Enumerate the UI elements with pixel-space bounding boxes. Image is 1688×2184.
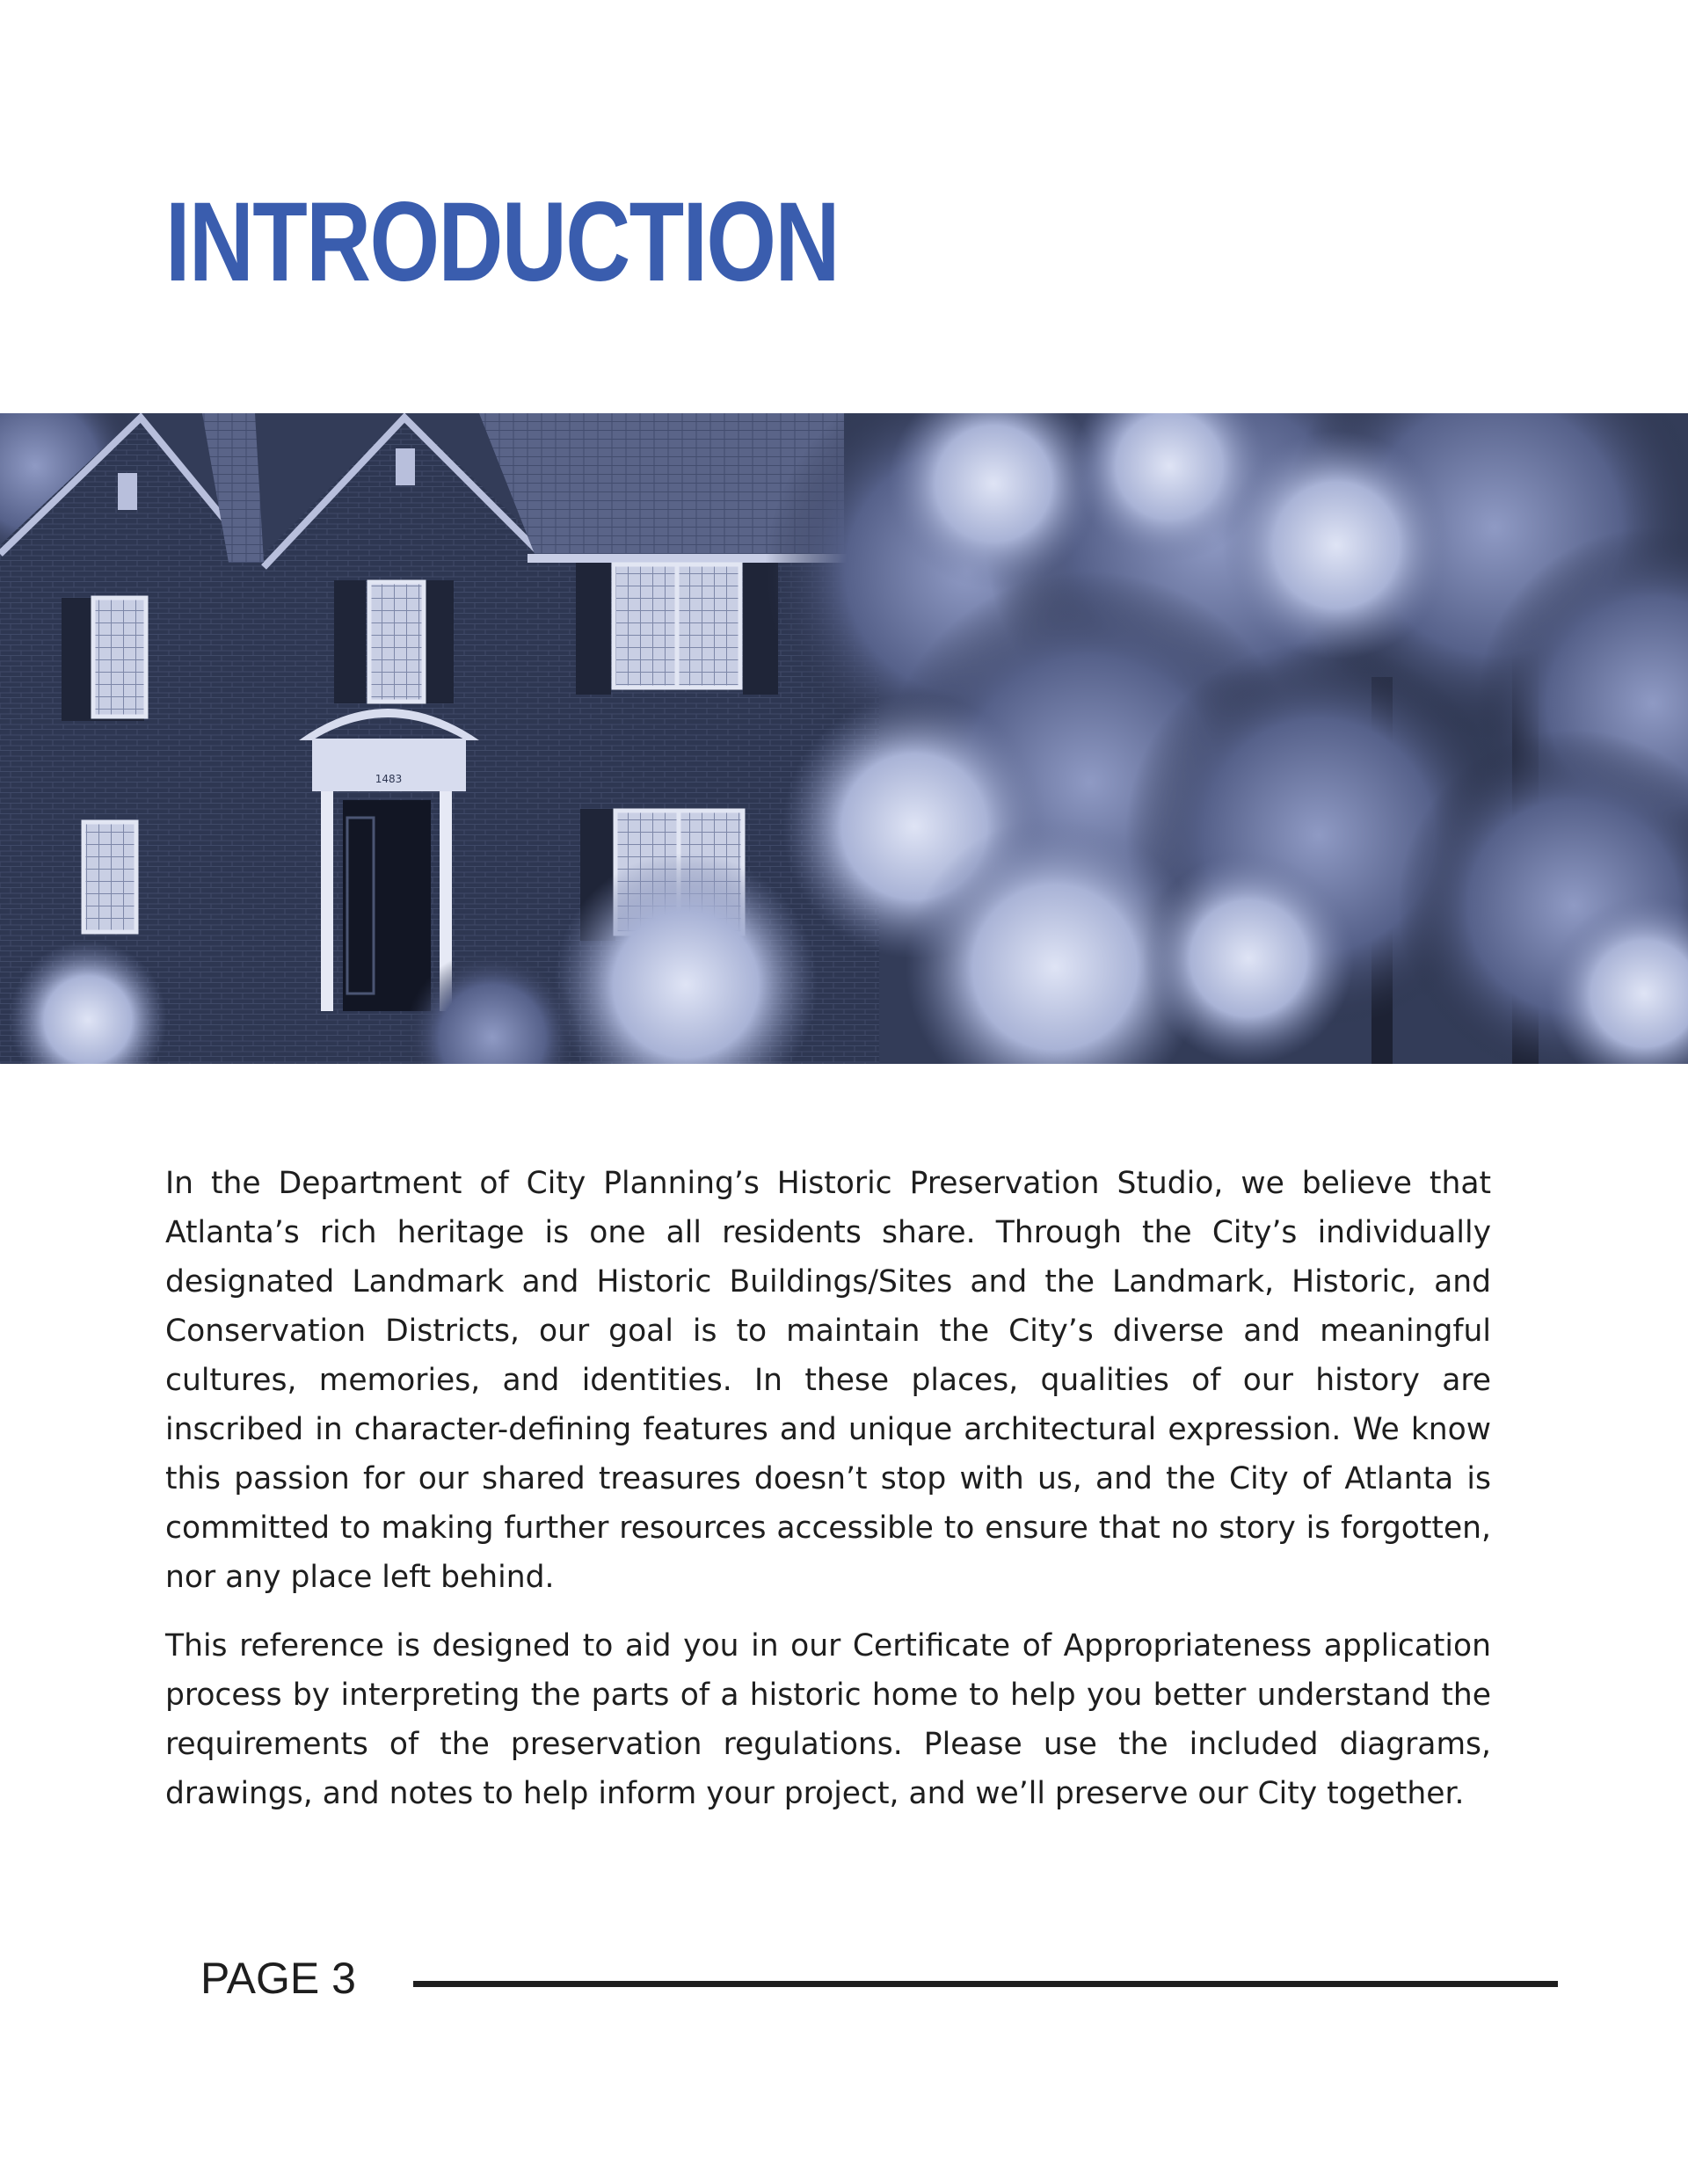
intro-body (165, 1159, 1491, 1838)
house-number: 1483 (375, 773, 403, 785)
hero-photo (0, 413, 1688, 1064)
intro-paragraph-1: In the Department of City Planning’s Historic Preservation Studio, we believe that Atlanta’s rich heritage is one all residents share. Through the City’s individually designated Landmark and Historic Buildings/Sites and the Landmark, Historic, and Conservation Districts, our goal is to maintain the City’s diverse and meaningful cultures, memories, and identities. In these places, qualities of our history are inscribed in character-defining features and unique architectural expression. We know this passion for our shared treasures doesn’t stop with us, and the City of Atlanta is committed to making further resources accessible to ensure that no story is forgotten, nor any place left behind. (165, 1166, 1491, 1595)
footer-divider (413, 1981, 1558, 1987)
historic-house-photo (0, 413, 1688, 1064)
page-title: INTRODUCTION (165, 179, 839, 305)
intro-paragraph-2: This reference is designed to aid you in our Certificate of Appropriateness application process by interpreting the parts of a historic home to help you better understand the requirements of the preservation regulations. Please use the included diagrams, drawings, and notes to help inform your project, and we’ll preserve our City together. (165, 1628, 1491, 1811)
page-number: PAGE 3 (200, 1954, 356, 2003)
